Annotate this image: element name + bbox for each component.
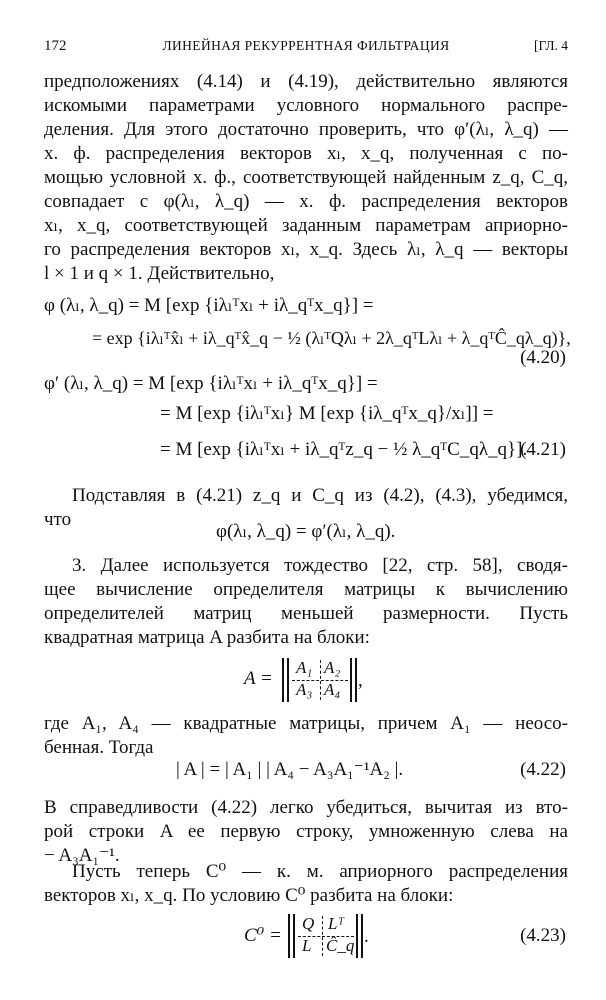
equation-line: | A | = | A₁ | | A₄ − A₃A₁⁻¹A₂ |. (176, 759, 404, 780)
text-line: х. ф. распределения векторов xₗ, x_q, полученная с по- (44, 143, 568, 164)
block-LT: Lᵀ (328, 914, 345, 933)
block-L: L (302, 936, 312, 955)
matrix-lhs: A = (244, 668, 273, 689)
block-A4: A₄ (324, 680, 341, 699)
text-line: 3. Далее используется тождество [22, стр. 58], сводя- (72, 555, 568, 576)
block-matrix-A (244, 656, 374, 704)
matrix-lhs: C⁰ = (244, 925, 282, 946)
text-line: Пусть теперь C⁰ — к. м. априорного распределения (72, 861, 568, 882)
block-divider-horizontal (298, 936, 354, 937)
equation-number: (4.22) (520, 759, 566, 780)
running-title: ЛИНЕЙНАЯ РЕКУРРЕНТНАЯ ФИЛЬТРАЦИЯ (162, 38, 450, 53)
equation-line: φ(λₗ, λ_q) = φ′(λₗ, λ_q). (216, 521, 396, 542)
equation-number: (4.23) (520, 925, 566, 946)
text-line: щее вычисление определителя матрицы к вычислению (44, 579, 568, 600)
text-line: В справедливости (4.22) легко убедиться, вычитая из вто- (44, 797, 568, 818)
block-divider-horizontal (292, 680, 348, 681)
block-Q: Q (302, 914, 315, 933)
text-line: мощью условной х. ф., соответствующей найденным z_q, C_q, (44, 167, 568, 188)
text-line: предположениях (4.14) и (4.19), действительно являются (44, 71, 568, 92)
text-line: где A₁, A₄ — квадратные матрицы, причем A₁ — неосо- (44, 713, 568, 734)
norm-bar-right (350, 658, 357, 702)
text-line: векторов xₗ, x_q. По условию C⁰ разбита на блоки: (44, 885, 454, 906)
matrix-tail: . (364, 926, 369, 947)
block-A3: A₃ (296, 680, 313, 699)
text-line: рой строки A ее первую строку, умноженную слева на (44, 821, 568, 842)
block-A1: A₁ (296, 658, 313, 677)
norm-bar-left (288, 914, 295, 958)
equation-line: φ (λₗ, λ_q) = M [exp {iλₗᵀxₗ + iλ_qᵀx_q}] = (44, 295, 374, 316)
text-line: деления. Для этого достаточно проверить, что φ′(λₗ, λ_q) — (44, 119, 568, 140)
text-line: Подставляя в (4.21) z_q и C_q из (4.2), (4.3), убедимся, (72, 485, 568, 506)
chapter-marker: [ГЛ. 4 (534, 38, 568, 53)
equation-line: = M [exp {iλₗᵀxₗ + iλ_qᵀz_q − ½ λ_qᵀC_qλ_q}]. (160, 439, 528, 460)
equation-number: (4.21) (520, 439, 566, 460)
text-line: искомыми параметрами условного нормального распре- (44, 95, 568, 116)
equation-line: φ′ (λₗ, λ_q) = M [exp {iλₗᵀxₗ + iλ_qᵀx_q}] = (44, 373, 378, 394)
text-line: совпадает с φ(λₗ, λ_q) — х. ф. распределения векторов (44, 191, 568, 212)
block-A2: A₂ (324, 658, 341, 677)
text-line: определителей матриц меньшей размерности. Пусть (44, 603, 568, 624)
text-line: l × 1 и q × 1. Действительно, (44, 263, 275, 284)
text-line: бенная. Тогда (44, 737, 154, 758)
norm-bar-right (356, 914, 363, 958)
text-line: квадратная матрица A разбита на блоки: (44, 627, 370, 648)
page-number: 172 (44, 38, 67, 54)
text-line: − A₃A₁⁻¹. (44, 845, 120, 866)
norm-bar-left (282, 658, 289, 702)
block-Cq: Ĉ_q (326, 936, 355, 955)
block-matrix-C0 (244, 912, 384, 960)
text-line: xₗ, x_q, соответствующей заданным параметрам априорно- (44, 215, 568, 236)
equation-line: = M [exp {iλₗᵀxₗ} M [exp {iλ_qᵀx_q}/xₗ]] = (160, 403, 494, 424)
text-line: что (44, 509, 72, 530)
equation-line: = exp {iλₗᵀx̂ₗ + iλ_qᵀx̂_q − ½ (λₗᵀQλₗ + 2λ_qᵀLλₗ + λ_qᵀĈ_qλ_q)}, (92, 328, 571, 348)
equation-number: (4.20) (520, 347, 566, 368)
matrix-tail: , (358, 670, 363, 691)
text-line: го распределения векторов xₗ, x_q. Здесь λₗ, λ_q — векторы (44, 239, 568, 260)
running-header (44, 38, 568, 62)
